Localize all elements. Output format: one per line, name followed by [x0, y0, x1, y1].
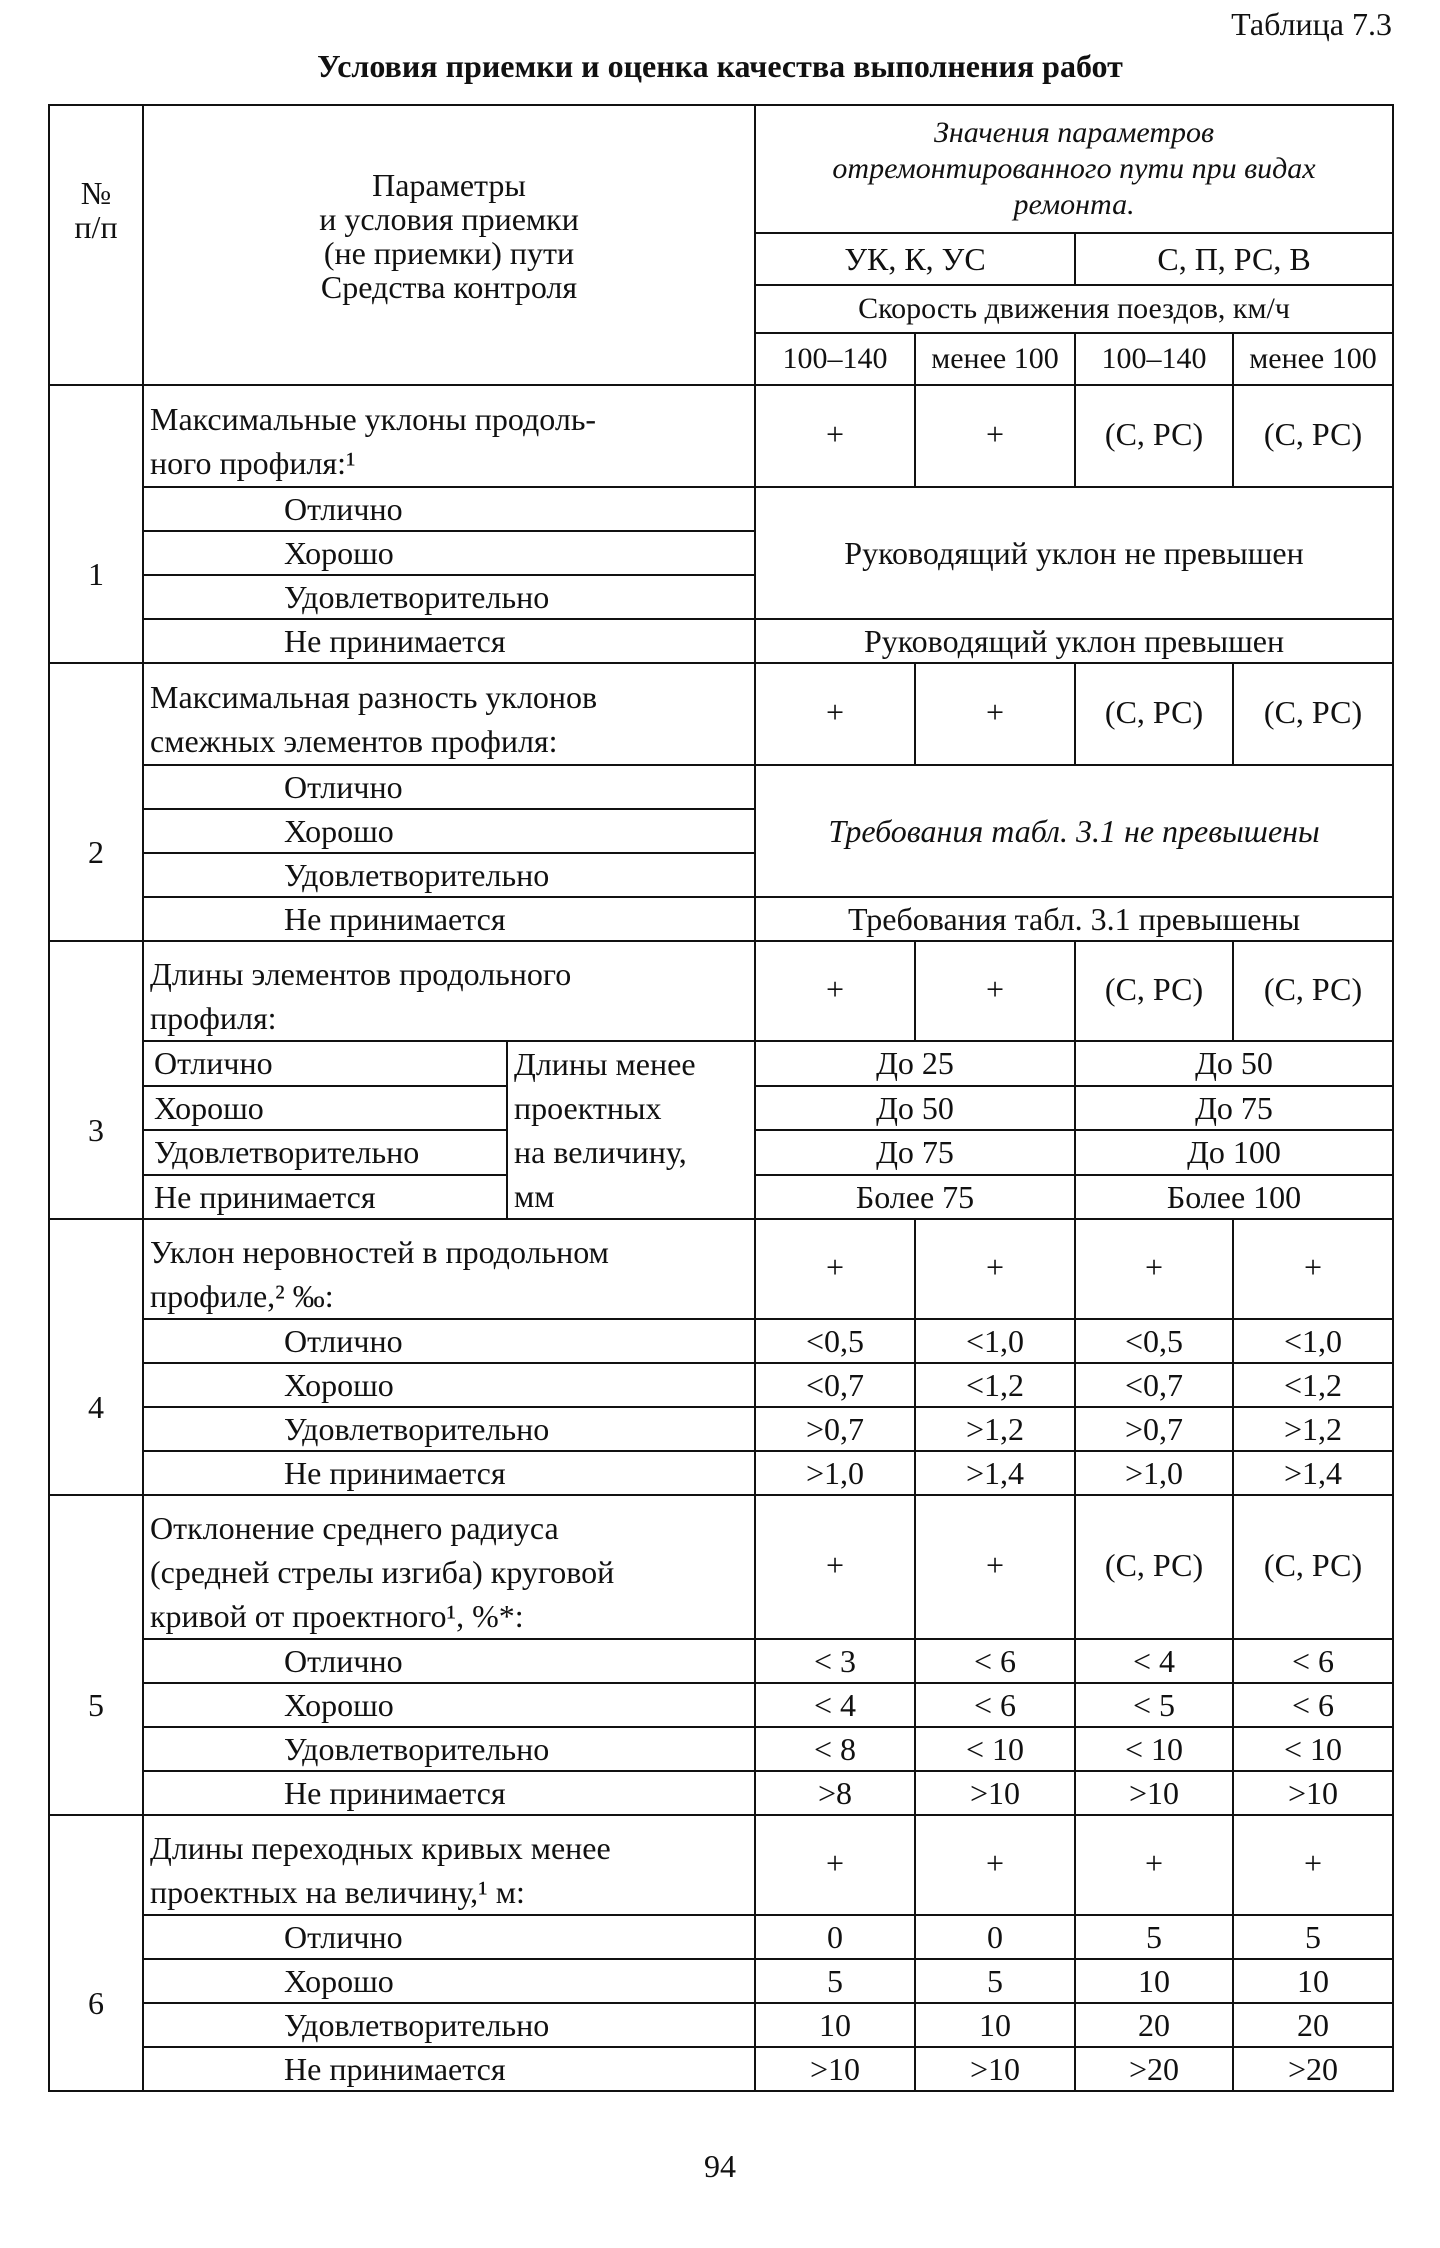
merged-criterion: Требования табл. 3.1 не превышены: [755, 765, 1393, 897]
applicability-cell: (С, РС): [1075, 941, 1233, 1041]
value-cell: >0,7: [755, 1407, 915, 1451]
value-cell: <1,0: [915, 1319, 1075, 1363]
value-cell: <0,5: [755, 1319, 915, 1363]
value-cell: >10: [915, 1771, 1075, 1815]
value-cell: < 10: [1075, 1727, 1233, 1771]
header-parameters: Параметры и условия приемки (не приемки) пути Средства контроля: [143, 105, 755, 385]
merged-criterion: Требования табл. 3.1 превышены: [755, 897, 1393, 941]
applicability-cell: (С, РС): [1233, 385, 1393, 487]
row-parameter: Максимальная разность уклонов смежных элементов профиля:: [143, 663, 755, 765]
value-cell: < 4: [755, 1683, 915, 1727]
row-parameter: Максимальные уклоны продоль- ного профиля:¹: [143, 385, 755, 487]
value-cell: До 25: [755, 1041, 1075, 1086]
value-cell: >8: [755, 1771, 915, 1815]
applicability-cell: +: [915, 1219, 1075, 1319]
grade-satisfactory: Удовлетворительно: [143, 853, 755, 897]
value-cell: <1,2: [915, 1363, 1075, 1407]
grade-satisfactory: Удовлетворительно: [143, 575, 755, 619]
row-number: 3: [49, 941, 143, 1219]
applicability-cell: (С, РС): [1233, 941, 1393, 1041]
value-cell: 5: [1233, 1915, 1393, 1959]
applicability-cell: +: [755, 1219, 915, 1319]
value-cell: < 10: [915, 1727, 1075, 1771]
value-cell: < 6: [1233, 1683, 1393, 1727]
value-cell: До 50: [1075, 1041, 1393, 1086]
grade-satisfactory: Удовлетворительно: [143, 1727, 755, 1771]
applicability-cell: +: [915, 663, 1075, 765]
value-cell: >20: [1075, 2047, 1233, 2091]
applicability-cell: (С, РС): [1075, 663, 1233, 765]
grade-excellent: Отлично: [143, 487, 755, 531]
acceptance-table: [48, 104, 1394, 2092]
value-cell: < 6: [915, 1683, 1075, 1727]
applicability-cell: +: [755, 1815, 915, 1915]
value-cell: До 100: [1075, 1130, 1393, 1175]
value-cell: < 6: [1233, 1639, 1393, 1683]
applicability-cell: +: [1075, 1815, 1233, 1915]
value-cell: <0,5: [1075, 1319, 1233, 1363]
applicability-cell: +: [755, 941, 915, 1041]
applicability-cell: +: [755, 1495, 915, 1639]
table-label: Таблица 7.3: [1231, 6, 1392, 42]
grade-excellent: Отлично: [143, 1639, 755, 1683]
grade-excellent: Отлично: [143, 765, 755, 809]
merged-criterion: Руководящий уклон не превышен: [755, 487, 1393, 619]
row-parameter: Отклонение среднего радиуса (средней стрелы изгиба) круговой кривой от проектного¹, %*:: [143, 1495, 755, 1639]
applicability-cell: +: [1233, 1219, 1393, 1319]
value-cell: До 50: [755, 1086, 1075, 1131]
value-cell: 5: [755, 1959, 915, 2003]
value-cell: >1,0: [1075, 1451, 1233, 1495]
header-values-title: Значения параметров отремонтированного пути при видах ремонта.: [755, 105, 1393, 233]
applicability-cell: (С, РС): [1075, 385, 1233, 487]
value-cell: 0: [755, 1915, 915, 1959]
value-cell: 10: [1233, 1959, 1393, 2003]
value-cell: < 5: [1075, 1683, 1233, 1727]
value-cell: 5: [1075, 1915, 1233, 1959]
grade-good: Хорошо: [143, 1683, 755, 1727]
value-cell: >20: [1233, 2047, 1393, 2091]
value-cell: >1,4: [1233, 1451, 1393, 1495]
value-cell: >1,2: [915, 1407, 1075, 1451]
merged-criterion: Руководящий уклон превышен: [755, 619, 1393, 663]
value-cell: <1,0: [1233, 1319, 1393, 1363]
applicability-cell: +: [915, 941, 1075, 1041]
value-cell: >1,2: [1233, 1407, 1393, 1451]
value-cell: <0,7: [755, 1363, 915, 1407]
applicability-cell: (С, РС): [1233, 1495, 1393, 1639]
grade-rejected: Не принимается: [143, 897, 755, 941]
header-speed-4: менее 100: [1233, 333, 1393, 385]
grade-good: Хорошо: [143, 531, 755, 575]
value-cell: 0: [915, 1915, 1075, 1959]
value-cell: < 10: [1233, 1727, 1393, 1771]
row-parameter: Длины переходных кривых менее проектных на величину,¹ м:: [143, 1815, 755, 1915]
row-parameter: Уклон неровностей в продольном профиле,² ‰:: [143, 1219, 755, 1319]
applicability-cell: +: [915, 385, 1075, 487]
value-cell: >10: [1233, 1771, 1393, 1815]
row-number: 2: [49, 663, 143, 941]
grade-good: Хорошо: [143, 1363, 755, 1407]
applicability-cell: +: [915, 1815, 1075, 1915]
value-cell: < 4: [1075, 1639, 1233, 1683]
grade-rejected: Не принимается: [143, 1771, 755, 1815]
header-speed-2: менее 100: [915, 333, 1075, 385]
applicability-cell: +: [1233, 1815, 1393, 1915]
grade-rejected: Не принимается: [143, 1175, 507, 1220]
grade-excellent: Отлично: [143, 1041, 507, 1086]
grade-rejected: Не принимается: [143, 1451, 755, 1495]
value-cell: 10: [915, 2003, 1075, 2047]
applicability-cell: +: [1075, 1219, 1233, 1319]
grade-good: Хорошо: [143, 1959, 755, 2003]
row-parameter: Длины элементов продольного профиля:: [143, 941, 755, 1041]
value-cell: < 8: [755, 1727, 915, 1771]
row-number: 4: [49, 1219, 143, 1495]
header-repair-group-1: УК, К, УС: [755, 233, 1075, 285]
row-number: 1: [49, 385, 143, 663]
header-speed-3: 100–140: [1075, 333, 1233, 385]
value-cell: < 6: [915, 1639, 1075, 1683]
value-cell: 20: [1075, 2003, 1233, 2047]
value-cell: Более 100: [1075, 1175, 1393, 1220]
row-number: 6: [49, 1815, 143, 2091]
value-cell: 10: [755, 2003, 915, 2047]
header-speed-title: Скорость движения поездов, км/ч: [755, 285, 1393, 333]
grade-satisfactory: Удовлетворительно: [143, 1130, 507, 1175]
table-title: Условия приемки и оценка качества выполнения работ: [317, 48, 1123, 84]
value-cell: 5: [915, 1959, 1075, 2003]
value-cell: 10: [1075, 1959, 1233, 2003]
grade-rejected: Не принимается: [143, 2047, 755, 2091]
header-speed-1: 100–140: [755, 333, 915, 385]
grade-excellent: Отлично: [143, 1915, 755, 1959]
value-cell: < 3: [755, 1639, 915, 1683]
header-repair-group-2: С, П, РС, В: [1075, 233, 1393, 285]
value-cell: >10: [915, 2047, 1075, 2091]
value-cell: >10: [1075, 1771, 1233, 1815]
row-note: Длины менее проектных на величину, мм: [507, 1041, 755, 1219]
applicability-cell: +: [755, 663, 915, 765]
grade-satisfactory: Удовлетворительно: [143, 1407, 755, 1451]
value-cell: <0,7: [1075, 1363, 1233, 1407]
value-cell: Более 75: [755, 1175, 1075, 1220]
page-number: 94: [704, 2148, 736, 2184]
value-cell: <1,2: [1233, 1363, 1393, 1407]
applicability-cell: (С, РС): [1075, 1495, 1233, 1639]
applicability-cell: +: [755, 385, 915, 487]
value-cell: >0,7: [1075, 1407, 1233, 1451]
value-cell: >1,0: [755, 1451, 915, 1495]
row-number: 5: [49, 1495, 143, 1815]
value-cell: >10: [755, 2047, 915, 2091]
grade-excellent: Отлично: [143, 1319, 755, 1363]
applicability-cell: (С, РС): [1233, 663, 1393, 765]
value-cell: До 75: [1075, 1086, 1393, 1131]
value-cell: >1,4: [915, 1451, 1075, 1495]
value-cell: До 75: [755, 1130, 1075, 1175]
applicability-cell: +: [915, 1495, 1075, 1639]
grade-satisfactory: Удовлетворительно: [143, 2003, 755, 2047]
grade-good: Хорошо: [143, 809, 755, 853]
grade-rejected: Не принимается: [143, 619, 755, 663]
header-num: № п/п: [49, 105, 143, 385]
value-cell: 20: [1233, 2003, 1393, 2047]
grade-good: Хорошо: [143, 1086, 507, 1131]
